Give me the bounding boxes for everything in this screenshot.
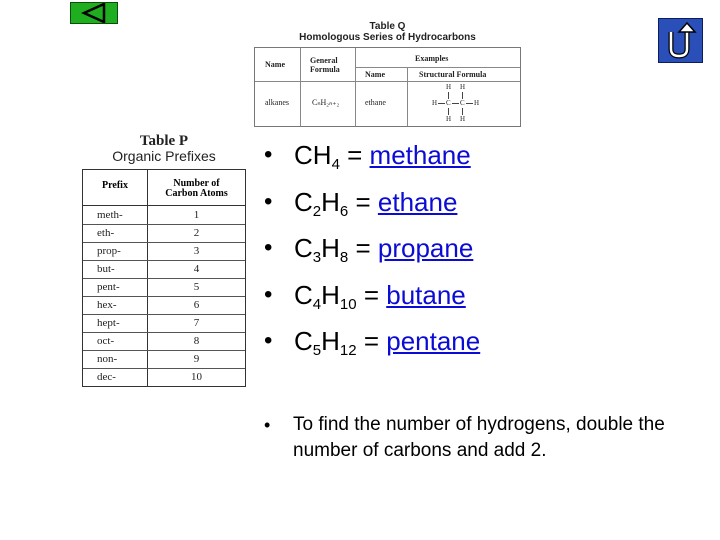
prefix-cell: non- [97,353,118,365]
return-button[interactable] [658,18,703,63]
table-q [254,20,521,128]
carbon-count-cell: 9 [193,353,200,365]
col-carbon-atoms: Number of Carbon Atoms [165,178,228,199]
table-row [83,350,245,369]
carbon-count-cell: 6 [193,299,200,311]
prefix-cell: meth- [97,209,123,221]
table-row [83,296,245,315]
return-arrow-icon [659,19,702,62]
table-row [83,278,245,297]
hydrogen-rule-note: • To find the number of hydrogens, double the number of carbons and add 2. [262,412,692,464]
table-row [83,224,245,243]
table-row [83,314,245,333]
carbon-count-cell: 10 [191,371,202,383]
row-ethane: ethane [365,98,386,107]
table-q-subtitle: Homologous Series of Hydrocarbons [299,32,476,43]
prefix-cell: dec- [97,371,116,383]
carbon-count-cell: 7 [193,317,200,329]
table-row [83,332,245,351]
carbon-count-cell: 5 [193,281,200,293]
prefix-cell: hept- [97,317,120,329]
col-structural-formula: Structural Formula [419,70,487,79]
col-prefix: Prefix [102,180,128,191]
prefix-cell: pent- [97,281,120,293]
table-p-title: Table P [139,133,189,149]
table-row [83,260,245,279]
prefix-cell: but- [97,263,115,275]
table-row [83,206,245,225]
col-example-name: Name [365,70,385,79]
col-name: Name [265,60,285,69]
carbon-count-cell: 1 [193,209,200,221]
carbon-count-cell: 3 [193,245,200,257]
table-p-subtitle: Organic Prefixes [112,148,216,164]
back-button[interactable] [70,2,118,24]
row-alkanes: alkanes [265,98,289,107]
table-row [83,368,245,386]
list-item: • $C_5H_{12} = pentane$ [262,324,480,371]
col-examples: Examples [415,54,449,63]
table-q-title: Table Q [369,21,406,32]
list-item: • $CH_4$ = methane [262,138,480,185]
methane-link[interactable]: methane [369,140,471,170]
ethane-structure: H H H C C H H H [432,83,480,123]
list-item: • $C_4H_{10} = butane$ [262,278,480,325]
list-item: • $C_2H_6$ = ethane [262,185,480,232]
prefix-cell: prop- [97,245,121,257]
carbon-count-cell: 8 [193,335,200,347]
prefix-cell: eth- [97,227,115,239]
prefix-cell: oct- [97,335,115,347]
carbon-count-cell: 4 [193,263,200,275]
col-general-formula: General Formula [310,56,340,74]
back-arrow-icon [71,3,117,23]
row-formula: CₙH₂ₙ₊₂ [312,98,340,107]
list-item: • $C_3H_8$ = propane [262,231,480,278]
prefix-cell: hex- [97,299,117,311]
table-p [82,169,246,387]
propane-link[interactable]: propane [377,233,474,263]
pentane-link[interactable]: pentane [386,326,481,356]
butane-link[interactable]: butane [386,279,466,310]
table-row [83,242,245,261]
ethane-link[interactable]: ethane [377,186,458,217]
carbon-count-cell: 2 [193,227,200,239]
table-p-header [83,170,245,206]
alkane-formula-list [262,138,480,371]
